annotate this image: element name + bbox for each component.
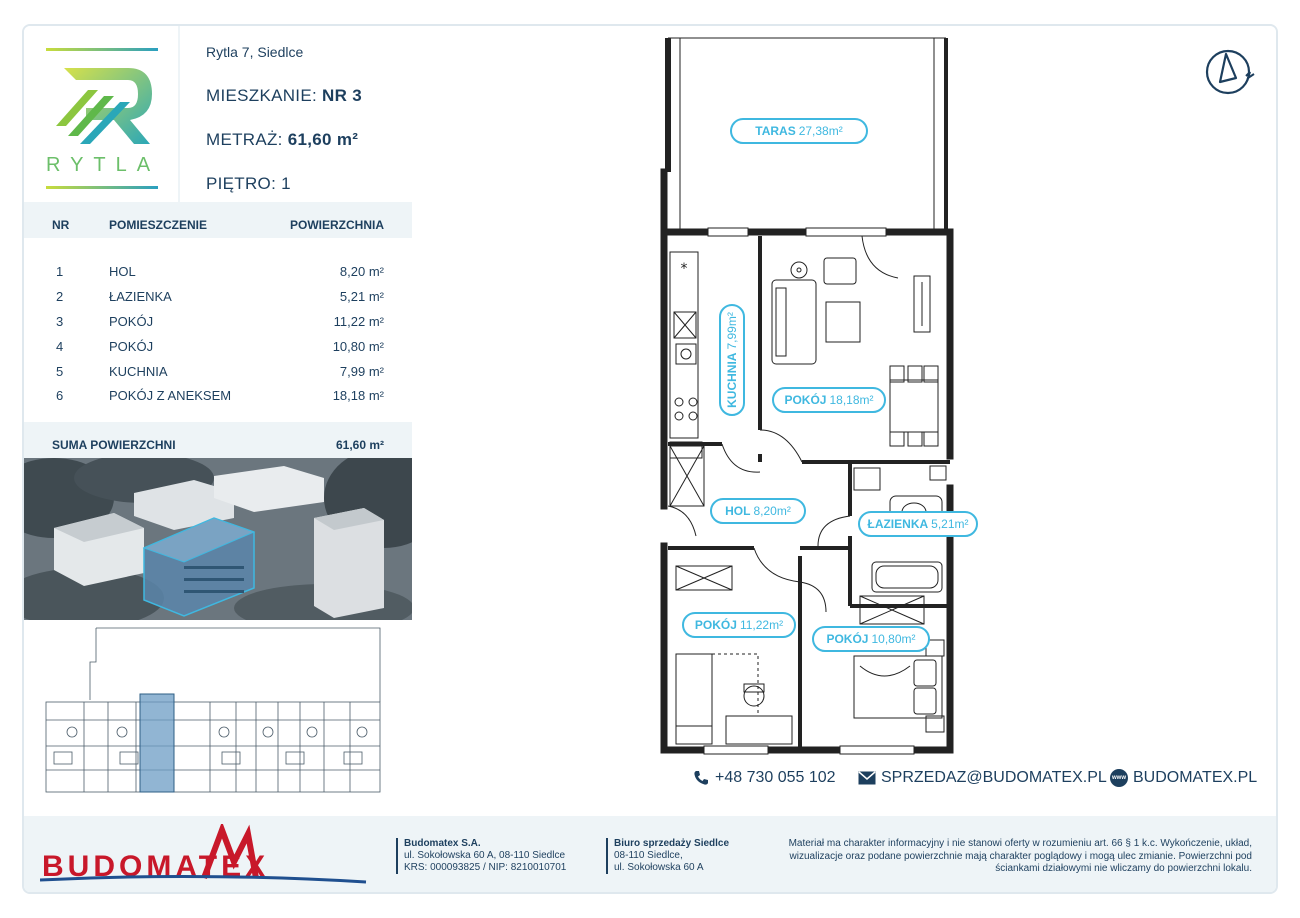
total-value: 61,60 m²: [335, 438, 384, 452]
row-area: 18,18 m²: [332, 388, 384, 403]
row-nr: 5: [56, 364, 64, 379]
sales-sheet: [22, 24, 1278, 894]
label-lazienka: [858, 511, 978, 537]
row-name: POKÓJ: [109, 339, 154, 354]
office-street: ul. Sokołowska 60 A: [614, 862, 704, 873]
budomatex-logo-mark: [40, 824, 370, 888]
row-area: 10,80 m²: [332, 339, 384, 354]
apartment-info: [180, 26, 412, 202]
label-hol-area: 8,20m²: [753, 504, 791, 518]
row-name: KUCHNIA: [109, 364, 168, 379]
disclaimer-line-2: wizualizacje oraz podane powierzchnie mają charakter poglądowy i mogą ulec zmianie. Powierzchni pod: [789, 850, 1252, 862]
company-info: [396, 838, 566, 874]
table-row: [24, 384, 412, 408]
apartment-number: [206, 86, 362, 106]
row-area: 7,99 m²: [339, 364, 384, 379]
budomatex-logo-text: BUDOMATEX: [42, 850, 270, 883]
area-label: METRAŻ:: [206, 130, 283, 149]
legal-disclaimer: [782, 838, 1252, 876]
row-name: POKÓJ: [109, 314, 154, 329]
label-taras: [730, 118, 868, 144]
row-nr: 3: [56, 314, 64, 329]
disclaimer-line-1: Materiał ma charakter informacyjny i nie stanowi oferty w rozumieniu art. 66 § 1 k.c. Wykończenie, układ,: [788, 838, 1252, 849]
label-pokoj-aneks-area: 18,18m²: [829, 393, 874, 407]
area-value: 61,60 m²: [287, 130, 359, 149]
label-taras-area: 27,38m²: [798, 124, 843, 138]
row-name: ŁAZIENKA: [109, 289, 172, 304]
apartment-area: [206, 130, 358, 150]
office-city: 08-110 Siedlce,: [614, 850, 683, 861]
row-nr: 1: [56, 264, 64, 279]
row-area: 5,21 m²: [339, 289, 384, 304]
www-icon: www: [1110, 769, 1128, 787]
building-site-plan: [24, 620, 412, 814]
rooms-table-body: [24, 238, 412, 422]
row-nr: 2: [56, 289, 64, 304]
row-name: POKÓJ Z ANEKSEM: [109, 388, 232, 403]
label-pokoj-1-name: POKÓJ: [694, 618, 737, 632]
apartment-value: NR 3: [322, 86, 362, 105]
company-ids: KRS: 000093825 / NIP: 8210010701: [404, 862, 567, 873]
label-hol-name: HOL: [725, 504, 751, 518]
row-area: 11,22 m²: [333, 314, 384, 329]
aerial-visualization: [24, 458, 412, 620]
address: Rytla 7, Siedlce: [206, 44, 304, 60]
contact-email[interactable]: [858, 766, 1107, 790]
apartment-floor: [206, 174, 291, 194]
website-url: BUDOMATEX.PL: [1133, 769, 1258, 786]
contact-website[interactable]: [1110, 766, 1257, 790]
label-pokoj-2: [812, 626, 930, 652]
total-label: SUMA POWIERZCHNI: [52, 438, 176, 452]
table-row: [24, 310, 412, 334]
table-row: [24, 260, 412, 284]
label-kuchnia-name: KUCHNIA: [725, 352, 739, 408]
phone-icon: [692, 769, 710, 787]
left-panel: [24, 26, 412, 814]
office-name: Biuro sprzedaży Siedlce: [614, 838, 730, 849]
floor-label: PIĘTRO:: [206, 174, 277, 193]
label-kuchnia-area: 7,99m²: [725, 312, 739, 350]
row-nr: 6: [56, 388, 64, 403]
label-taras-name: TARAS: [755, 124, 796, 138]
svg-text:*: *: [680, 261, 688, 277]
label-pokoj-aneks-name: POKÓJ: [784, 393, 827, 407]
rytla-logo: [24, 26, 178, 202]
disclaimer-line-3: ściankami działowymi nie wliczamy do powierzchni lokalu.: [995, 863, 1252, 874]
label-hol: [710, 498, 806, 524]
sales-office-info: [606, 838, 729, 874]
label-lazienka-name: ŁAZIENKA: [867, 517, 929, 531]
label-pokoj-1: [682, 612, 796, 638]
table-row: [24, 360, 412, 384]
apartment-label: MIESZKANIE:: [206, 86, 317, 105]
table-row: [24, 285, 412, 309]
contact-phone[interactable]: [692, 766, 836, 790]
company-name: Budomatex S.A.: [404, 838, 481, 849]
label-pokoj-2-name: POKÓJ: [826, 632, 869, 646]
row-name: HOL: [109, 264, 136, 279]
footer: [24, 816, 1278, 894]
label-lazienka-area: 5,21m²: [931, 517, 969, 531]
header-nr: NR: [52, 218, 70, 232]
email-address: SPRZEDAZ@BUDOMATEX.PL: [881, 769, 1107, 786]
label-kuchnia: [719, 304, 745, 416]
table-row: [24, 335, 412, 359]
header-room: POMIESZCZENIE: [109, 218, 208, 232]
label-pokoj-2-area: 10,80m²: [871, 632, 916, 646]
floor-value: 1: [281, 174, 291, 193]
budomatex-logo: [40, 824, 370, 888]
label-pokoj-1-area: 11,22m²: [739, 618, 784, 632]
header-area: POWIERZCHNIA: [290, 218, 384, 232]
rooms-table-header: [24, 204, 412, 238]
label-pokoj-aneks: [772, 387, 886, 413]
row-area: 8,20 m²: [339, 264, 384, 279]
floor-plan: [414, 26, 1278, 814]
rytla-logo-text: RYTLA: [46, 154, 161, 176]
envelope-icon: [858, 769, 876, 787]
phone-number: +48 730 055 102: [715, 769, 836, 786]
company-address: ul. Sokołowska 60 A, 08-110 Siedlce: [404, 850, 566, 861]
row-nr: 4: [56, 339, 64, 354]
total-area-row: [24, 422, 412, 458]
